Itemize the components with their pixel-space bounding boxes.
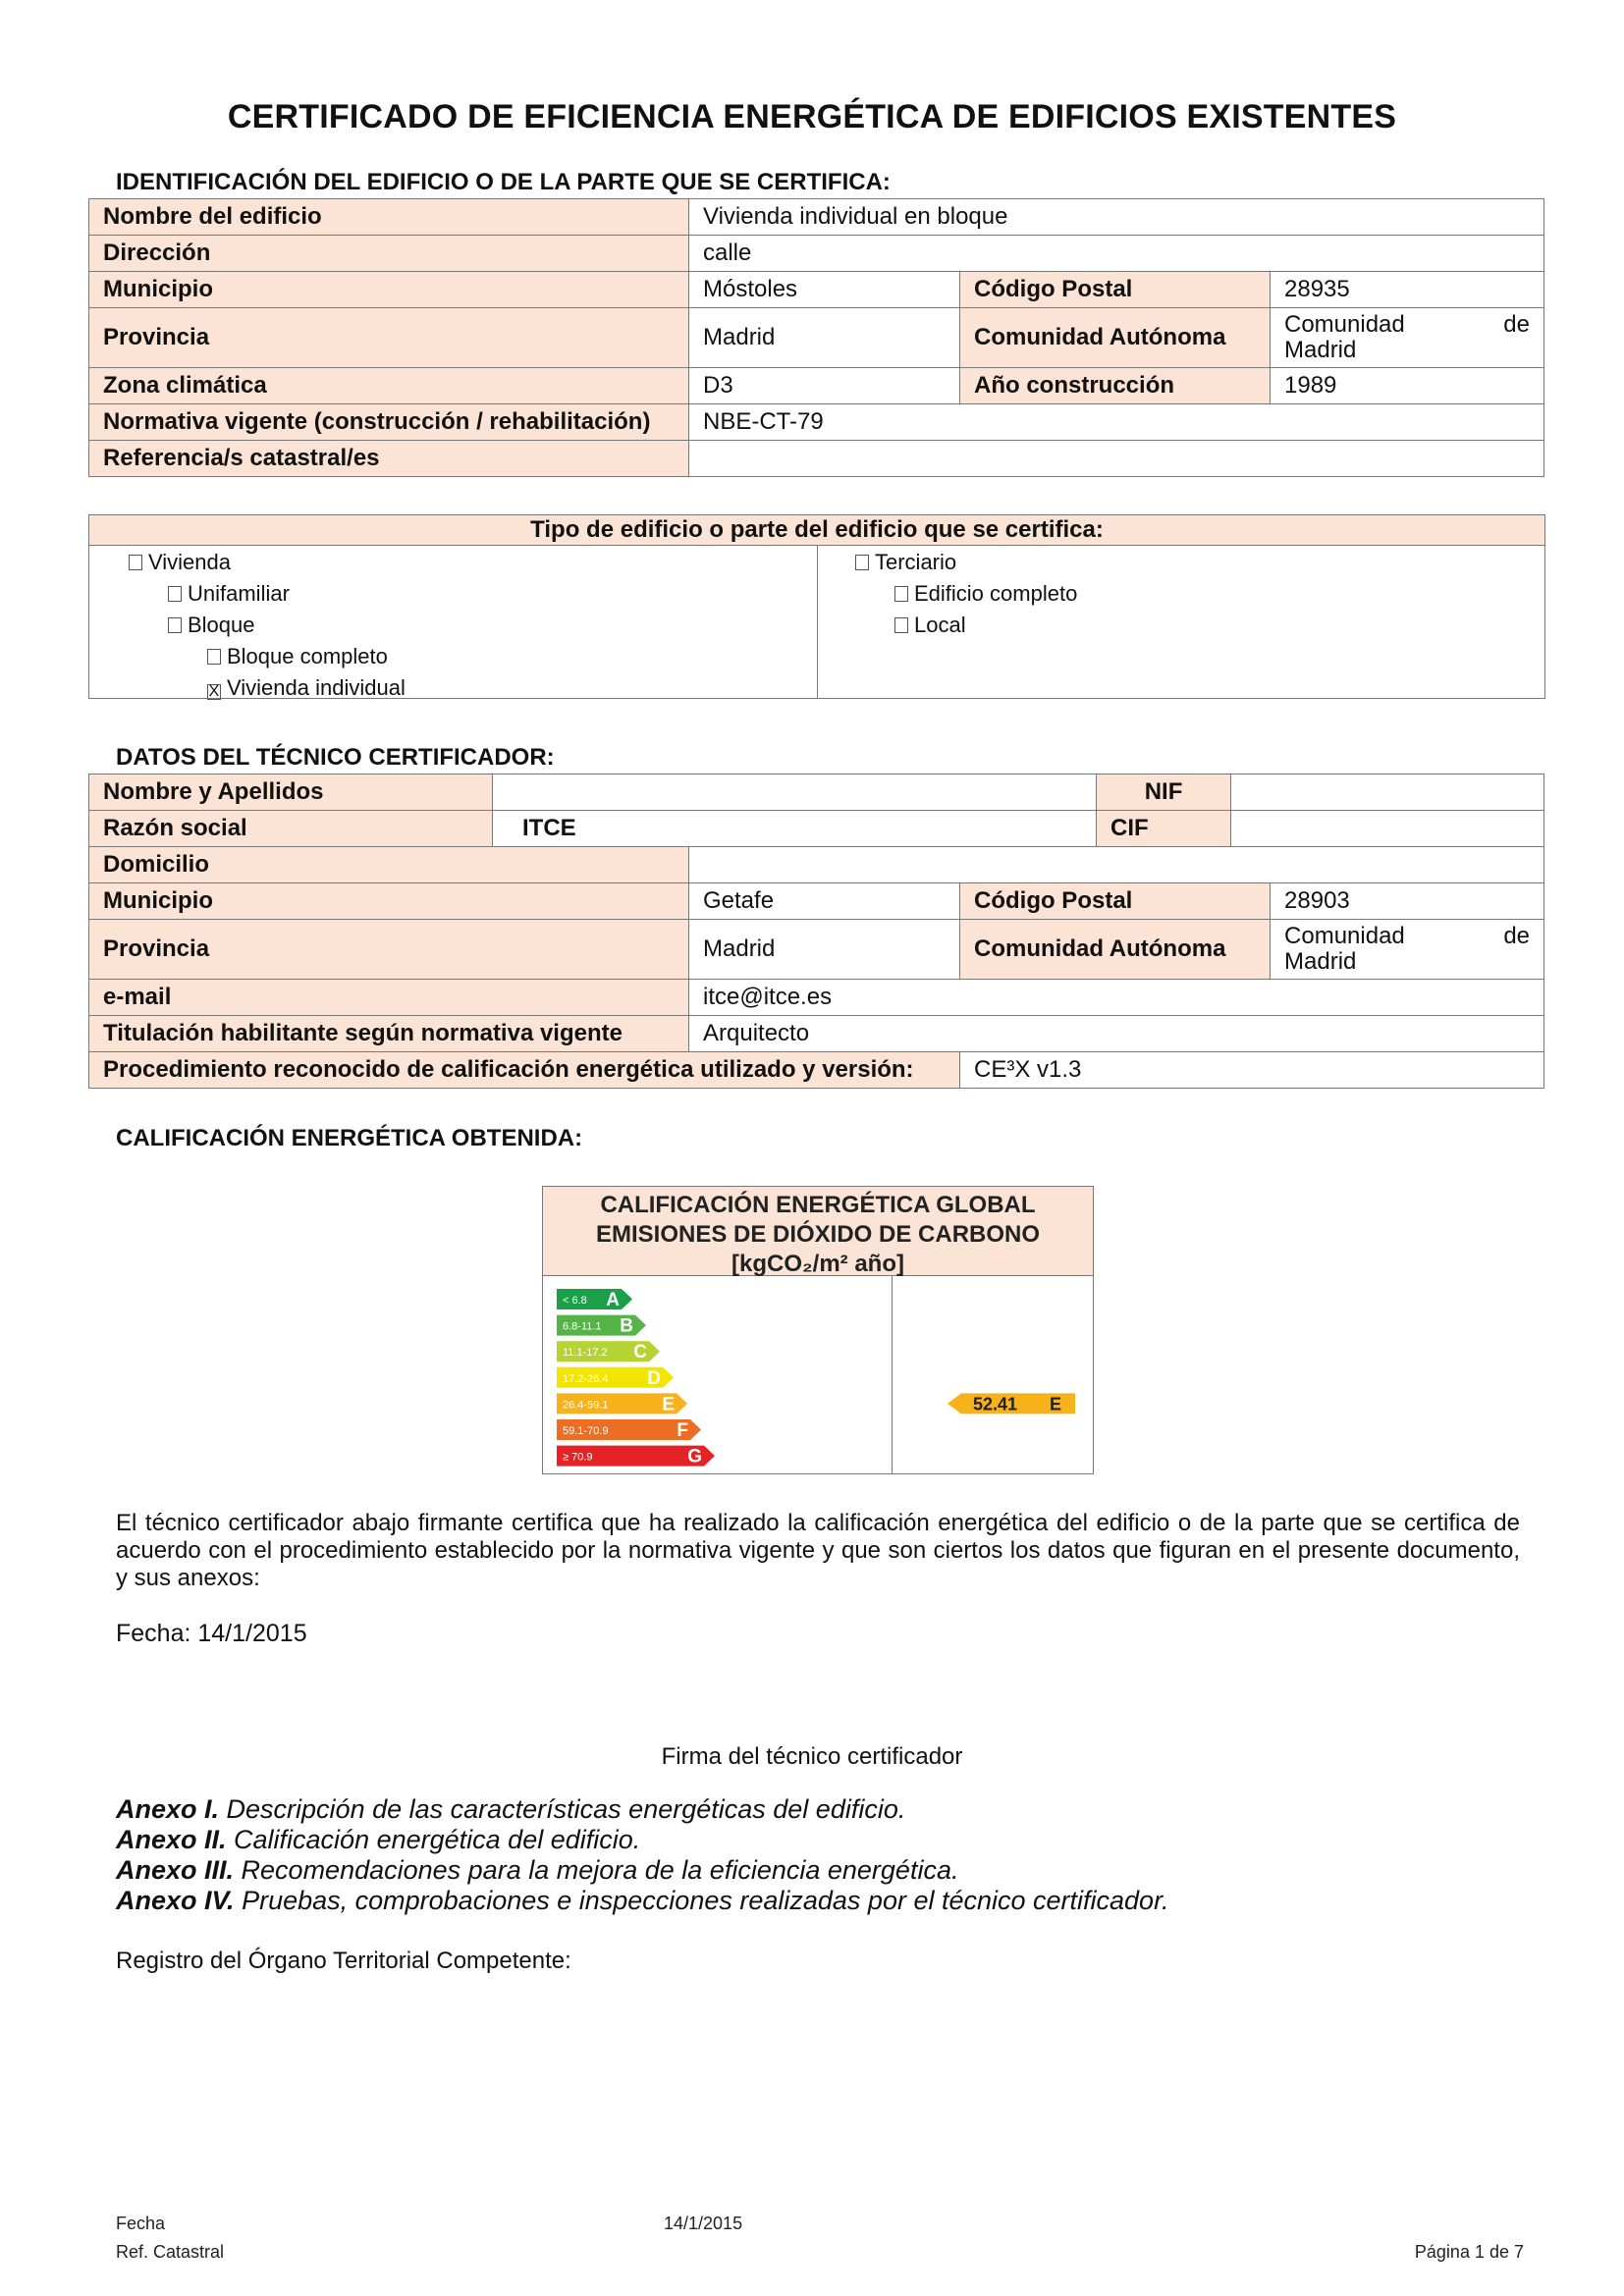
direccion-value: calle xyxy=(689,236,1544,272)
calificacion-chart-box xyxy=(542,1186,1094,1474)
comunidad-tecnico-label: Comunidad Autónoma xyxy=(960,920,1271,980)
page-title: CERTIFICADO DE EFICIENCIA ENERGÉTICA DE EDIFICIOS EXISTENTES xyxy=(227,98,1397,135)
rating-letter-label: B xyxy=(620,1315,633,1337)
rating-range-label: ≥ 70.9 xyxy=(563,1451,593,1464)
anexo-item: Anexo III. Recomendaciones para la mejora de la eficiencia energética. xyxy=(116,1855,959,1885)
option-bloque: Bloque xyxy=(168,612,255,639)
option-edificio-completo: Edificio completo xyxy=(894,580,1077,608)
tecnico-section-title: DATOS DEL TÉCNICO CERTIFICADOR: xyxy=(116,744,555,771)
registro-text: Registro del Órgano Territorial Competente: xyxy=(116,1948,571,1974)
tipo-edificio-header: Tipo de edificio o parte del edificio que se certifica: xyxy=(89,515,1544,546)
rating-range-label: 26.4-59.1 xyxy=(563,1399,609,1412)
nombre-edificio-label: Nombre del edificio xyxy=(89,199,689,236)
nif-label: NIF xyxy=(1097,774,1231,811)
email-value: itce@itce.es xyxy=(689,980,1544,1016)
email-label: e-mail xyxy=(89,980,689,1016)
rating-letter-label: G xyxy=(687,1446,702,1468)
footer-fecha-label: Fecha xyxy=(116,2214,166,2233)
checkbox-icon xyxy=(855,555,869,570)
declaracion-text: El técnico certificador abajo firmante certifica que ha realizado la calificación energética del edificio o de la parte que se certifica de acuerdo con el procedimiento establecido por la normativa vigente y que son ciertos los datos que figuran en el presente documento, y sus anexos: xyxy=(116,1510,1520,1591)
domicilio-value xyxy=(689,847,1544,883)
option-vivienda-individual: X Vivienda individual xyxy=(208,675,406,700)
table-row xyxy=(89,368,1544,404)
table-row xyxy=(89,236,1544,272)
option-local: Local xyxy=(894,612,966,639)
option-bloque-completo: Bloque completo xyxy=(207,643,388,670)
zona-climatica-value: D3 xyxy=(689,368,960,404)
rating-bar-b xyxy=(557,1315,646,1337)
municipio-label: Municipio xyxy=(89,272,689,308)
anio-construccion-label: Año construcción xyxy=(960,368,1271,404)
table-row xyxy=(89,1016,1544,1052)
rating-range-label: < 6.8 xyxy=(563,1295,587,1307)
razon-social-value: ITCE xyxy=(493,811,1097,847)
rating-result-value: 52.41 xyxy=(973,1394,1018,1415)
checkbox-checked-icon: X xyxy=(208,683,220,700)
rating-letter-label: D xyxy=(647,1367,661,1389)
rating-letter-label: F xyxy=(677,1420,688,1441)
option-terciario: Terciario xyxy=(855,549,956,576)
chart-title-1: CALIFICACIÓN ENERGÉTICA GLOBAL xyxy=(600,1192,1036,1218)
table-row xyxy=(89,441,1544,477)
normativa-value: NBE-CT-79 xyxy=(689,404,1544,441)
calificacion-section-title: CALIFICACIÓN ENERGÉTICA OBTENIDA: xyxy=(116,1125,583,1151)
nombre-edificio-value: Vivienda individual en bloque xyxy=(689,199,1544,236)
razon-social-label: Razón social xyxy=(89,811,493,847)
table-row xyxy=(89,1052,1544,1089)
rating-letter-label: C xyxy=(633,1342,647,1363)
codigo-postal-label: Código Postal xyxy=(960,272,1271,308)
cif-value xyxy=(1231,811,1544,847)
identificacion-section-title: IDENTIFICACIÓN DEL EDIFICIO O DE LA PARTE QUE SE CERTIFICA: xyxy=(116,169,891,195)
rating-bar-d xyxy=(557,1367,674,1389)
tecnico-table xyxy=(88,774,1544,1089)
anexo-item: Anexo II. Calificación energética del edificio. xyxy=(116,1825,641,1854)
comunidad-label: Comunidad Autónoma xyxy=(960,308,1271,368)
provincia-tecnico-value: Madrid xyxy=(689,920,960,980)
anexo-list xyxy=(116,1794,1169,1916)
table-row xyxy=(89,811,1544,847)
nif-value xyxy=(1231,774,1544,811)
provincia-tecnico-label: Provincia xyxy=(89,920,689,980)
anexo-item: Anexo IV. Pruebas, comprobaciones e inspecciones realizadas por el técnico certificador. xyxy=(116,1886,1169,1915)
rating-bar-f xyxy=(557,1419,701,1441)
checkbox-icon xyxy=(207,649,221,665)
rating-range-label: 6.8-11.1 xyxy=(563,1320,602,1333)
municipio-tecnico-label: Municipio xyxy=(89,883,689,920)
comunidad-value: Comunidad de Madrid xyxy=(1271,308,1544,368)
identificacion-table xyxy=(88,198,1544,477)
direccion-label: Dirección xyxy=(89,236,689,272)
checkbox-icon xyxy=(168,617,182,633)
rating-bar-e xyxy=(557,1393,687,1415)
rating-letter-label: A xyxy=(606,1290,620,1310)
cif-label: CIF xyxy=(1097,811,1231,847)
table-row xyxy=(89,847,1544,883)
rating-bar-a xyxy=(557,1289,632,1310)
rating-range-label: 17.2-26.4 xyxy=(563,1372,609,1385)
anexo-item: Anexo I. Descripción de las características energéticas del edificio. xyxy=(116,1794,906,1824)
provincia-label: Provincia xyxy=(89,308,689,368)
table-row xyxy=(89,199,1544,236)
rating-scale-chart xyxy=(543,1187,1093,1473)
referencia-catastral-value xyxy=(689,441,1544,477)
codigo-postal-tecnico-value: 28903 xyxy=(1271,883,1544,920)
normativa-label: Normativa vigente (construcción / rehabilitación) xyxy=(89,404,689,441)
footer-pagina: Página 1 de 7 xyxy=(1414,2242,1524,2262)
codigo-postal-tecnico-label: Código Postal xyxy=(960,883,1271,920)
rating-bar-g xyxy=(557,1446,715,1468)
rating-result-arrow xyxy=(947,1393,1075,1414)
footer-fecha-value: 14/1/2015 xyxy=(664,2214,743,2233)
procedimiento-label: Procedimiento reconocido de calificación energética utilizado y versión: xyxy=(89,1052,960,1089)
rating-result-class: E xyxy=(1050,1394,1062,1415)
tipo-edificio-box xyxy=(88,514,1545,699)
rating-bar-c xyxy=(557,1341,660,1362)
municipio-tecnico-value: Getafe xyxy=(689,883,960,920)
nombre-apellidos-label: Nombre y Apellidos xyxy=(89,774,493,811)
table-row xyxy=(89,308,1544,368)
titulacion-label: Titulación habilitante según normativa vigente xyxy=(89,1016,689,1052)
rating-letter-label: E xyxy=(662,1394,675,1415)
table-row xyxy=(89,404,1544,441)
checkbox-icon xyxy=(894,617,908,633)
referencia-catastral-label: Referencia/s catastral/es xyxy=(89,441,689,477)
municipio-value: Móstoles xyxy=(689,272,960,308)
domicilio-label: Domicilio xyxy=(89,847,689,883)
table-row xyxy=(89,883,1544,920)
checkbox-icon xyxy=(894,586,908,602)
rating-range-label: 11.1-17.2 xyxy=(563,1347,608,1360)
comunidad-tecnico-value: Comunidad de Madrid xyxy=(1271,920,1544,980)
provincia-value: Madrid xyxy=(689,308,960,368)
codigo-postal-value: 28935 xyxy=(1271,272,1544,308)
anio-construccion-value: 1989 xyxy=(1271,368,1544,404)
table-row xyxy=(89,272,1544,308)
table-row xyxy=(89,920,1544,980)
nombre-apellidos-value xyxy=(493,774,1097,811)
zona-climatica-label: Zona climática xyxy=(89,368,689,404)
chart-title-2: EMISIONES DE DIÓXIDO DE CARBONO xyxy=(595,1221,1041,1248)
checkbox-icon xyxy=(168,586,182,602)
procedimiento-value: CE³X v1.3 xyxy=(960,1052,1544,1089)
firma-text: Firma del técnico certificador xyxy=(661,1743,963,1770)
chart-title-3: [kgCO₂/m² año] xyxy=(731,1251,904,1277)
checkbox-icon xyxy=(129,555,142,570)
option-unifamiliar: Unifamiliar xyxy=(168,580,290,608)
rating-range-label: 59.1-70.9 xyxy=(563,1425,609,1437)
table-row xyxy=(89,774,1544,811)
table-row xyxy=(89,980,1544,1016)
fecha-text: Fecha: 14/1/2015 xyxy=(116,1620,307,1647)
titulacion-value: Arquitecto xyxy=(689,1016,1544,1052)
footer-ref-catastral: Ref. Catastral xyxy=(116,2242,225,2262)
option-vivienda: Vivienda xyxy=(129,549,231,576)
